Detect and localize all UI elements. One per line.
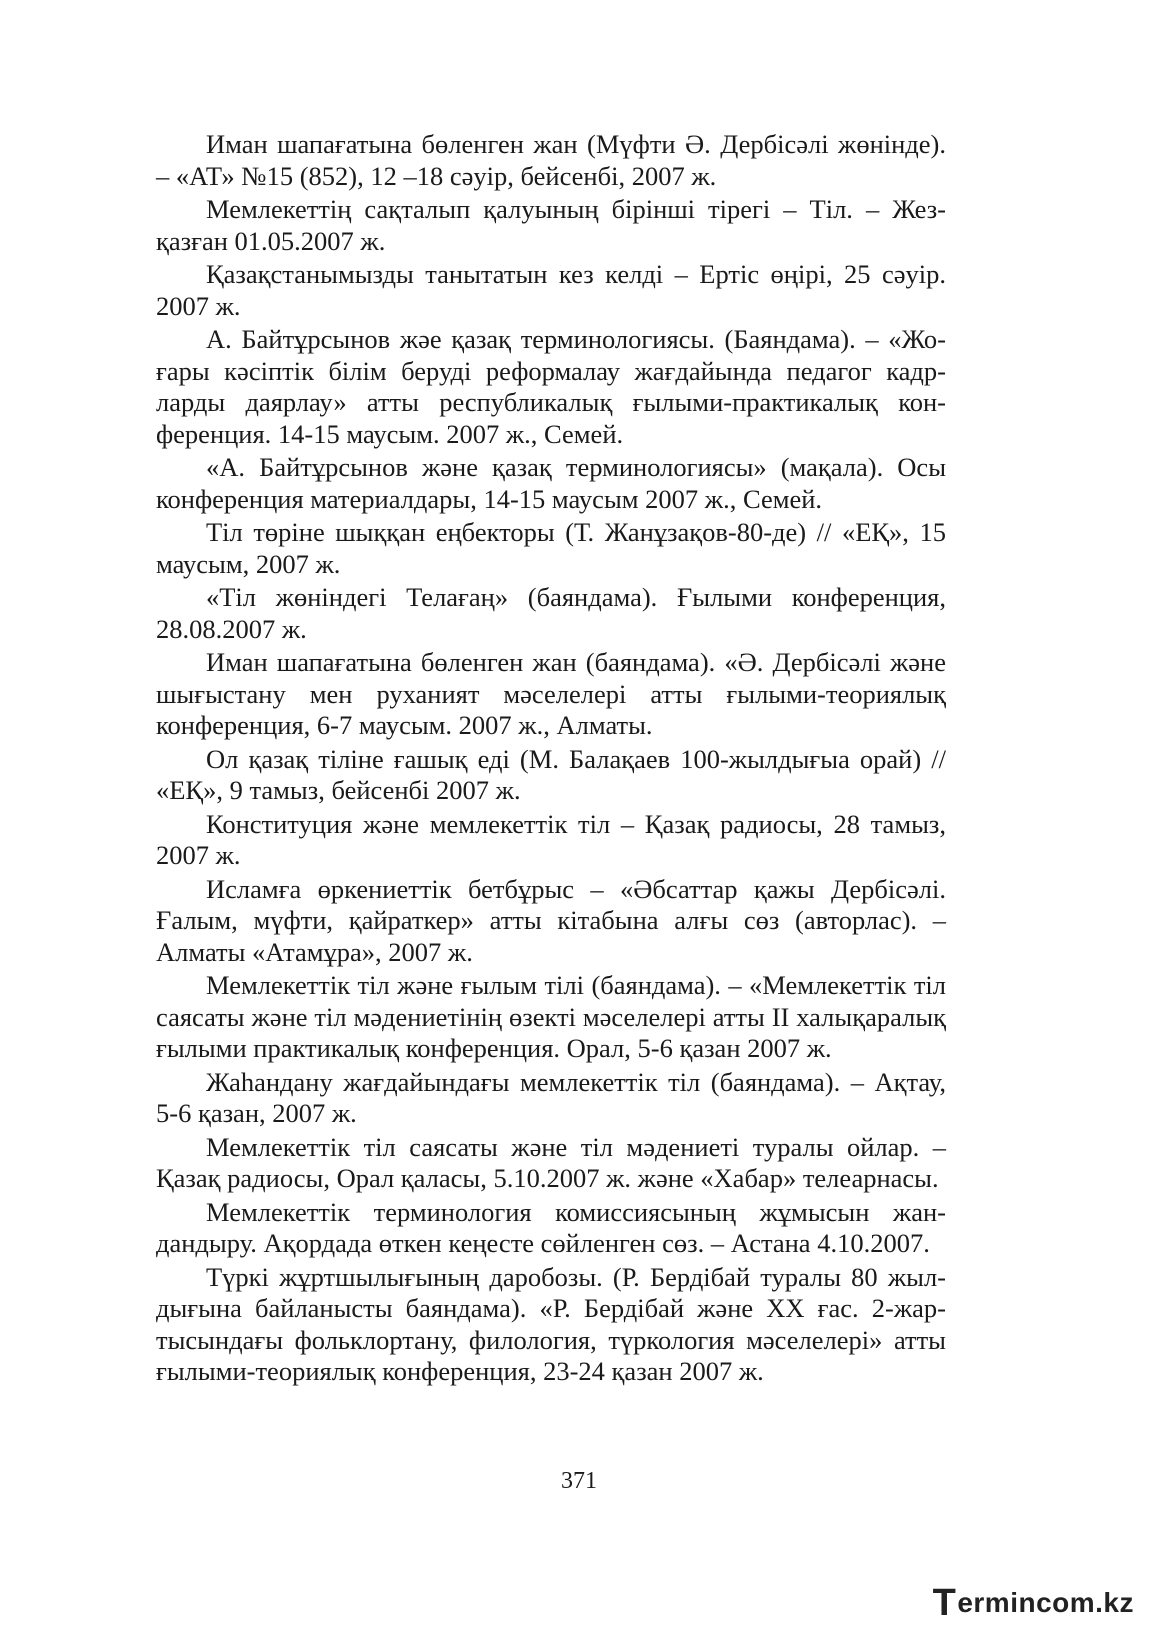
bibliography-entry: Иман шапағатына бөленген жан (Мүфти Ә. Дербісәлі жөнінде). – «АТ» №15 (852), 12 –18 сәуір, бейсенбі, 2007 ж. [156, 129, 946, 191]
bibliography-entry: Иман шапағатына бөленген жан (баяндама). «Ә. Дербісәлі және шығыстану мен руханият мәселелері атты ғылыми-теориялық конференция, 6-7 маусым. 2007 ж., Алматы. [156, 647, 946, 740]
bibliography-entry: Мемлекеттік тіл және ғылым тілі (баяндама). – «Мемлекеттік тіл саясаты және тіл мәдениетінің өзекті мәселелері атты ІІ халықаралық ғылыми практикалық конференция. Орал, 5-6 қазан 2007 ж. [156, 970, 946, 1063]
watermark-lead-letter: T [932, 1581, 957, 1624]
page-number: 371 [561, 1468, 597, 1494]
bibliography-entry: Ол қазақ тіліне ғашық еді (М. Балақаев 100-жылдығыа орай) // «ЕҚ», 9 тамыз, бейсенбі 2007 ж. [156, 743, 946, 805]
bibliography-entry: «А. Байтұрсынов және қазақ терминологиясы» (мақала). Осы конференция материалдары, 14-15 маусым 2007 ж., Семей. [156, 452, 946, 514]
bibliography-entry: Түркі жұртшылығының даробозы. (Р. Бердібай туралы 80 жылдығына байланысты баяндама). «Р. Бердібай және ХХ ғас. 2-жартысындағы фольклортану, филология, түркология мәселелері» атты ғылыми-теориялық конференция, 23-24 қазан 2007 ж. [156, 1261, 946, 1386]
bibliography-entry: Конституция және мемлекеттік тіл – Қазақ радиосы, 28 тамыз, 2007 ж. [156, 808, 946, 870]
bibliography-entry: А. Байтұрсынов жәе қазақ терминологиясы. (Баяндама). – «Жоғары кәсіптік білім беруді реформалау жағдайында педагог кадрларды даярлау» атты республикалық ғылыми-практикалық конференция. 14-15 маусым. 2007 ж., Семей. [156, 324, 946, 449]
bibliography-entry: Исламға өркениеттік бетбұрыс – «Әбсаттар қажы Дербісәлі. Ғалым, мүфти, қайраткер» атты кітабына алғы сөз (авторлас). – Алматы «Атамұра», 2007 ж. [156, 873, 946, 967]
bibliography-entry: Жаһандану жағдайындағы мемлекеттік тіл (баяндама). – Ақтау, 5-6 қазан, 2007 ж. [156, 1066, 946, 1128]
page-body [156, 129, 946, 1390]
bibliography-entry: Мемлекеттік тіл саясаты және тіл мәдениеті туралы ойлар. – Қазақ радиосы, Орал қаласы, 5.10.2007 ж. және «Хабар» телеарнасы. [156, 1131, 946, 1193]
bibliography-entry: Қазақстанымызды танытатын кез келді – Ертіс өңірі, 25 сәуір. 2007 ж. [156, 259, 946, 321]
watermark-text: ermincom.kz [957, 1587, 1134, 1618]
bibliography-entry: Тіл төріне шыққан еңбекторы (Т. Жанұзақов-80-де) // «ЕҚ», 15 маусым, 2007 ж. [156, 517, 946, 579]
bibliography-entry: Мемлекеттің сақталып қалуының бірінші тірегі – Тіл. – Жезқазған 01.05.2007 ж. [156, 194, 946, 256]
bibliography-entry: Мемлекеттік терминология комиссиясының жұмысын жандандыру. Ақордада өткен кеңесте сөйленген сөз. – Астана 4.10.2007. [156, 1196, 946, 1258]
bibliography-entry: «Тіл жөніндегі Телағаң» (баяндама). Ғылыми конференция, 28.08.2007 ж. [156, 582, 946, 644]
site-watermark-logo [933, 1583, 1134, 1623]
